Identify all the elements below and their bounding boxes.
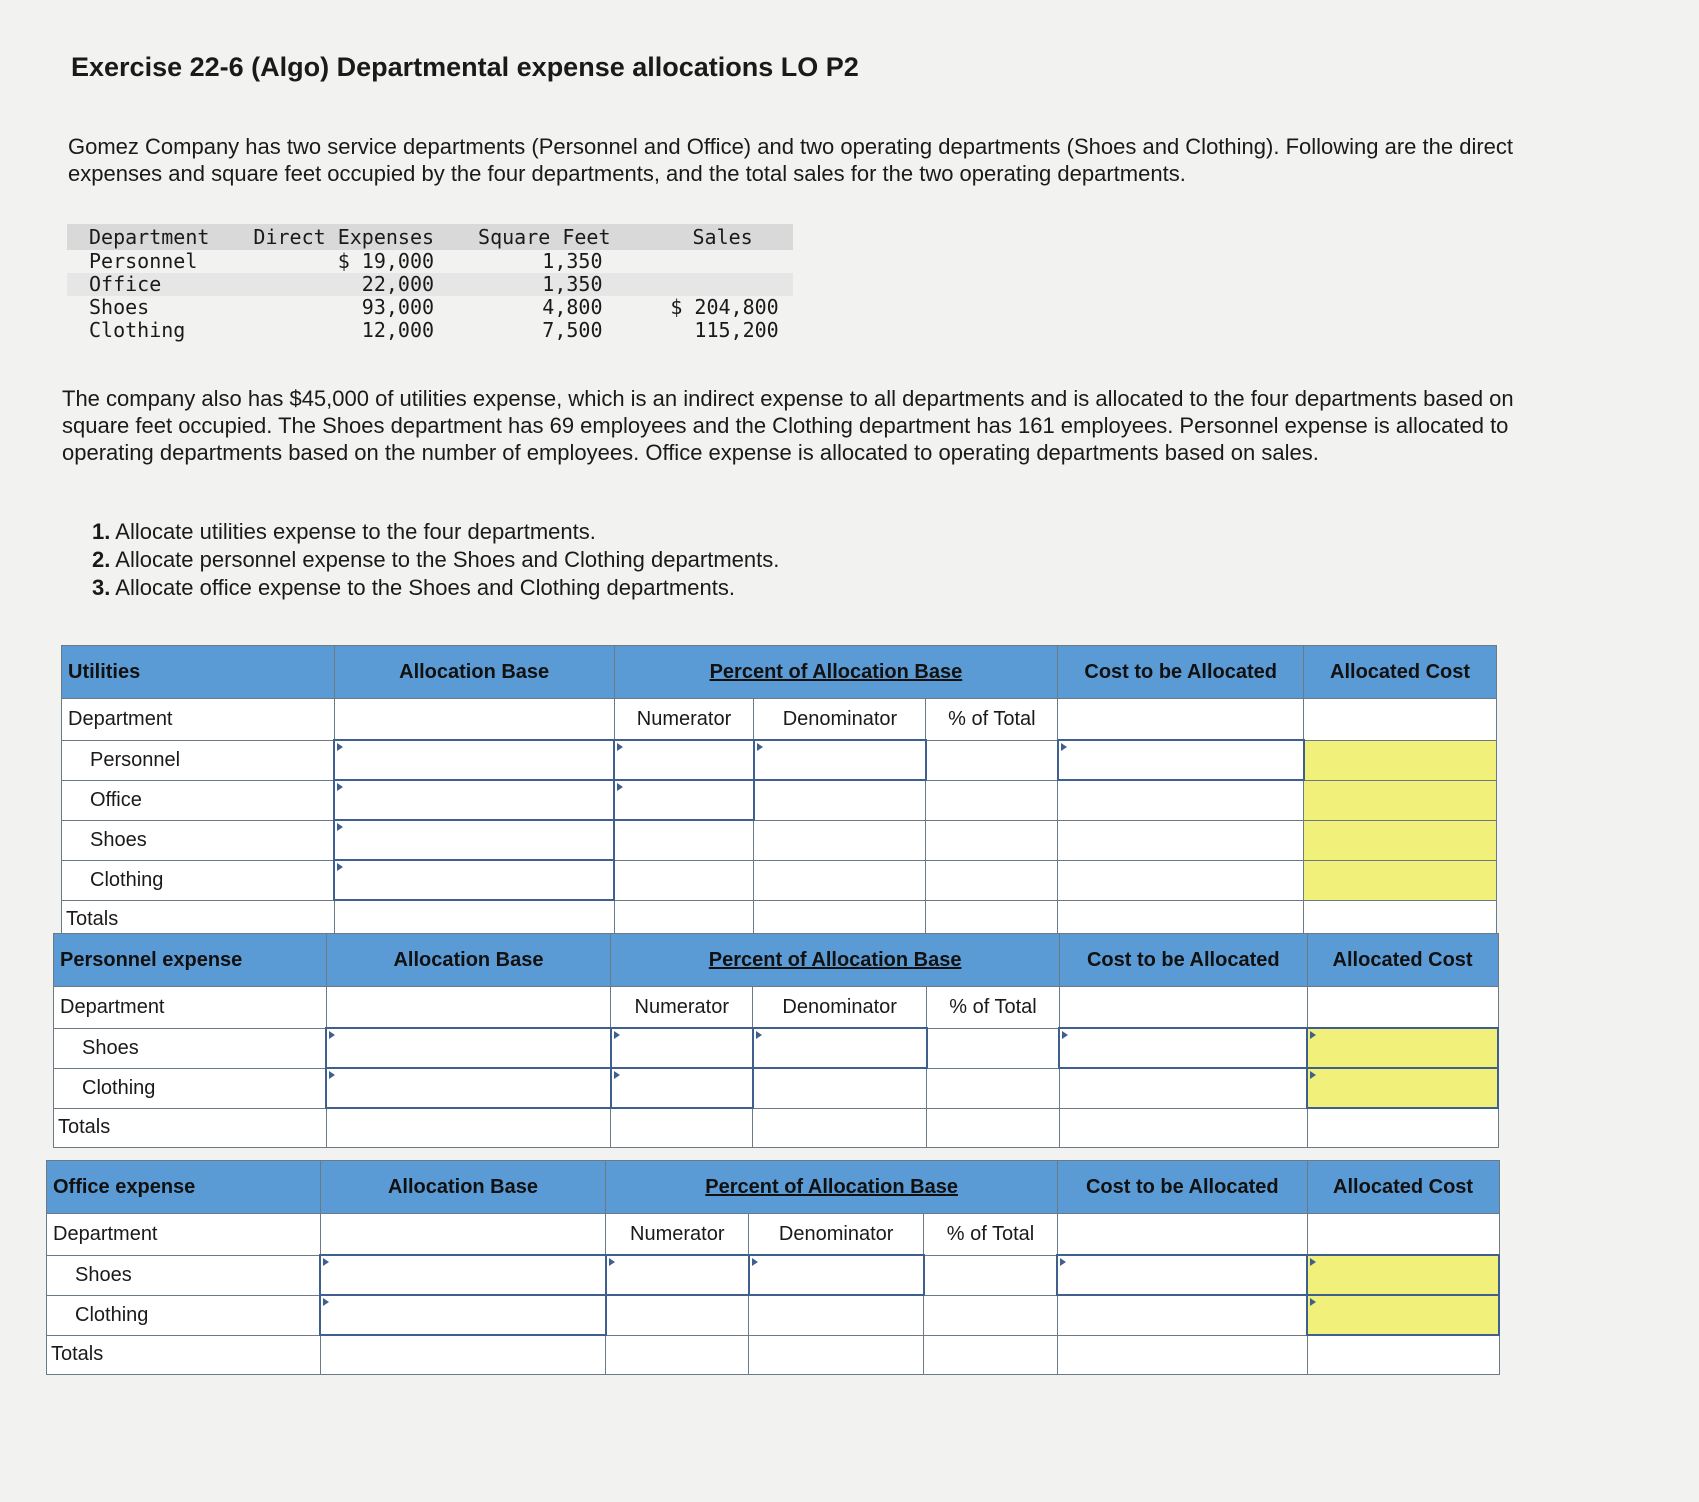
denominator-header: Denominator [754, 699, 926, 741]
numerator-cell [614, 860, 754, 900]
row-label-clothing: Clothing [54, 1068, 327, 1108]
page-title: Exercise 22-6 (Algo) Departmental expense allocations LO P2 [71, 52, 859, 82]
row-label-shoes: Shoes [54, 1028, 327, 1068]
pct-total-cell [926, 780, 1058, 820]
allocation-base-input[interactable] [326, 1028, 611, 1068]
row-label-personnel: Personnel [62, 740, 335, 780]
col-header-department: Department [67, 224, 231, 250]
percent-base-header: Percent of Allocation Base [614, 646, 1058, 699]
totals-cell [924, 1335, 1058, 1375]
table-row [62, 780, 1497, 820]
allocated-header-cell [1307, 1214, 1499, 1256]
utilities-description: The company also has $45,000 of utilities expense, which is an indirect expense to all departments and is allocated to the four departments based on square feet occupied. The Shoes department has 69 employees and the Clothing department has 161 employees. Personnel expense is allocated to operating departments based on the number of employees. Office expense is allocated to operating departments based on sales. [62, 386, 1514, 465]
table-row [54, 1068, 1499, 1108]
table-row [62, 860, 1497, 900]
totals-cell [1307, 1108, 1498, 1148]
allocated-cost-cell [1304, 860, 1497, 900]
dept-cell: Clothing [89, 318, 186, 342]
totals-label: Totals [54, 1108, 327, 1148]
row-label-clothing: Clothing [62, 860, 335, 900]
table-row [67, 296, 793, 319]
list-item [92, 546, 779, 574]
personnel-label: Personnel expense [54, 934, 327, 987]
utilities-label: Utilities [62, 646, 335, 699]
task-text: Allocate utilities expense to the four departments. [115, 519, 596, 544]
cost-header-cell [1059, 987, 1307, 1029]
allocation-base-header: Allocation Base [320, 1161, 606, 1214]
table-row [67, 319, 793, 342]
office-label: Office expense [47, 1161, 321, 1214]
table-row [62, 740, 1497, 780]
dept-cell: Personnel [89, 249, 198, 273]
allocated-cost-header: Allocated Cost [1307, 1161, 1499, 1214]
allocation-base-header: Allocation Base [334, 646, 614, 699]
direct-cell: 22,000 [231, 273, 456, 296]
denominator-header: Denominator [749, 1214, 924, 1256]
pct-total-header: % of Total [927, 987, 1060, 1029]
cost-to-allocate-input[interactable] [1057, 1255, 1307, 1295]
department-label: Department [54, 987, 327, 1029]
cost-to-allocate-header: Cost to be Allocated [1058, 646, 1304, 699]
cost-cell [1058, 860, 1304, 900]
row-label-shoes: Shoes [62, 820, 335, 860]
allocation-base-input[interactable] [334, 860, 614, 900]
allocated-cost-cell [1304, 740, 1497, 780]
allocation-base-input[interactable] [334, 740, 614, 780]
sales-cell: 115,200 [694, 318, 779, 342]
cost-cell [1059, 1068, 1307, 1108]
totals-label: Totals [47, 1335, 321, 1375]
cost-to-allocate-input[interactable] [1059, 1028, 1307, 1068]
cost-header-cell [1057, 1214, 1307, 1256]
allocation-base-input[interactable] [326, 1068, 611, 1108]
denominator-input[interactable] [753, 1028, 927, 1068]
cost-to-allocate-header: Cost to be Allocated [1057, 1161, 1307, 1214]
numerator-input[interactable] [611, 1028, 753, 1068]
numerator-input[interactable] [606, 1255, 749, 1295]
denominator-cell [749, 1295, 924, 1335]
base-header-input[interactable] [334, 699, 614, 741]
denominator-input[interactable] [754, 740, 926, 780]
numerator-cell [606, 1295, 749, 1335]
allocated-cost-cell [1304, 820, 1497, 860]
denominator-cell [754, 780, 926, 820]
col-header-square-feet: Square Feet [456, 224, 632, 250]
denominator-cell [753, 1068, 927, 1108]
table-row [47, 1335, 1500, 1375]
sqft-cell: 1,350 [456, 273, 632, 296]
intro-text: Gomez Company has two service departments (Personnel and Office) and two operating departments (Shoes and Clothing). Following are the direct expenses and square feet occupied by the four departments, and the total sales for the two operating departments. [68, 134, 1514, 186]
percent-base-header: Percent of Allocation Base [606, 1161, 1058, 1214]
allocated-cost-cell [1304, 780, 1497, 820]
row-label-clothing: Clothing [47, 1295, 321, 1335]
totals-cell [927, 1108, 1060, 1148]
sales-cell [633, 250, 793, 273]
numerator-input[interactable] [614, 740, 754, 780]
col-header-sales: Sales [633, 224, 793, 250]
allocated-cost-input[interactable] [1307, 1068, 1498, 1108]
allocated-cost-input[interactable] [1307, 1028, 1498, 1068]
pct-total-header: % of Total [926, 699, 1058, 741]
totals-cell [606, 1335, 749, 1375]
denominator-cell [754, 860, 926, 900]
totals-cell [1307, 1335, 1499, 1375]
numerator-cell [614, 820, 754, 860]
cost-cell [1058, 780, 1304, 820]
personnel-allocation-table [53, 933, 1499, 1148]
totals-cell [1059, 1108, 1307, 1148]
cost-to-allocate-header: Cost to be Allocated [1059, 934, 1307, 987]
department-label: Department [47, 1214, 321, 1256]
totals-cell [320, 1335, 606, 1375]
dept-cell: Shoes [89, 295, 150, 319]
cost-cell [1057, 1295, 1307, 1335]
sqft-cell: 4,800 [542, 295, 603, 319]
table-row [47, 1255, 1500, 1295]
department-label: Department [62, 699, 335, 741]
direct-cell: 93,000 [361, 295, 435, 319]
denominator-header: Denominator [753, 987, 927, 1029]
table-row [47, 1295, 1500, 1335]
pct-total-cell [924, 1295, 1058, 1335]
totals-cell [1057, 1335, 1307, 1375]
numerator-header: Numerator [606, 1214, 749, 1256]
allocated-cost-header: Allocated Cost [1307, 934, 1498, 987]
allocation-base-input[interactable] [320, 1295, 606, 1335]
allocation-base-input[interactable] [320, 1255, 606, 1295]
row-label-shoes: Shoes [47, 1255, 321, 1295]
table-row [62, 820, 1497, 860]
task-number: 2. [92, 547, 111, 572]
allocation-base-header: Allocation Base [326, 934, 611, 987]
sqft-cell: 1,350 [542, 249, 603, 273]
allocated-cost-input[interactable] [1307, 1255, 1499, 1295]
cost-header-cell [1058, 699, 1304, 741]
allocation-base-input[interactable] [334, 780, 614, 820]
allocation-base-input[interactable] [334, 820, 614, 860]
totals-label: Totals [62, 900, 335, 940]
allocated-cost-header: Allocated Cost [1304, 646, 1497, 699]
cost-to-allocate-input[interactable] [1058, 740, 1304, 780]
numerator-header: Numerator [614, 699, 754, 741]
list-item [92, 518, 779, 546]
dept-cell: Office [67, 273, 231, 296]
direct-cell: $ 19,000 [337, 249, 435, 273]
list-item [92, 574, 779, 602]
numerator-input[interactable] [614, 780, 754, 820]
totals-cell [326, 1108, 611, 1148]
pct-total-header: % of Total [924, 1214, 1058, 1256]
totals-cell [611, 1108, 753, 1148]
sqft-cell: 7,500 [542, 318, 603, 342]
utilities-allocation-table [61, 645, 1497, 940]
direct-cell: 12,000 [361, 318, 435, 342]
task-number: 3. [92, 575, 111, 600]
base-header-input[interactable] [320, 1214, 606, 1256]
pct-total-cell [926, 860, 1058, 900]
pct-total-cell [924, 1255, 1058, 1295]
allocated-cost-input[interactable] [1307, 1295, 1499, 1335]
office-allocation-table [46, 1160, 1500, 1375]
col-header-direct-expenses: Direct Expenses [231, 224, 456, 250]
pct-total-cell [927, 1028, 1060, 1068]
denominator-cell [754, 820, 926, 860]
sales-cell: $ 204,800 [670, 295, 779, 319]
allocated-header-cell [1307, 987, 1498, 1029]
base-header-input[interactable] [326, 987, 611, 1029]
task-list [92, 518, 779, 602]
totals-cell [753, 1108, 927, 1148]
sales-cell [633, 273, 793, 296]
task-text: Allocate personnel expense to the Shoes and Clothing departments. [115, 547, 780, 572]
task-number: 1. [92, 519, 111, 544]
row-label-office: Office [62, 780, 335, 820]
table-row [67, 273, 793, 296]
table-row [54, 1028, 1499, 1068]
allocated-header-cell [1304, 699, 1497, 741]
pct-total-cell [926, 740, 1058, 780]
table-row [54, 1108, 1499, 1148]
numerator-input[interactable] [611, 1068, 753, 1108]
table-row [67, 250, 793, 273]
percent-base-header: Percent of Allocation Base [611, 934, 1060, 987]
pct-total-cell [927, 1068, 1060, 1108]
task-text: Allocate office expense to the Shoes and Clothing departments. [115, 575, 735, 600]
totals-cell [749, 1335, 924, 1375]
numerator-header: Numerator [611, 987, 753, 1029]
department-data-table [67, 224, 793, 342]
pct-total-cell [926, 820, 1058, 860]
denominator-input[interactable] [749, 1255, 924, 1295]
cost-cell [1058, 820, 1304, 860]
